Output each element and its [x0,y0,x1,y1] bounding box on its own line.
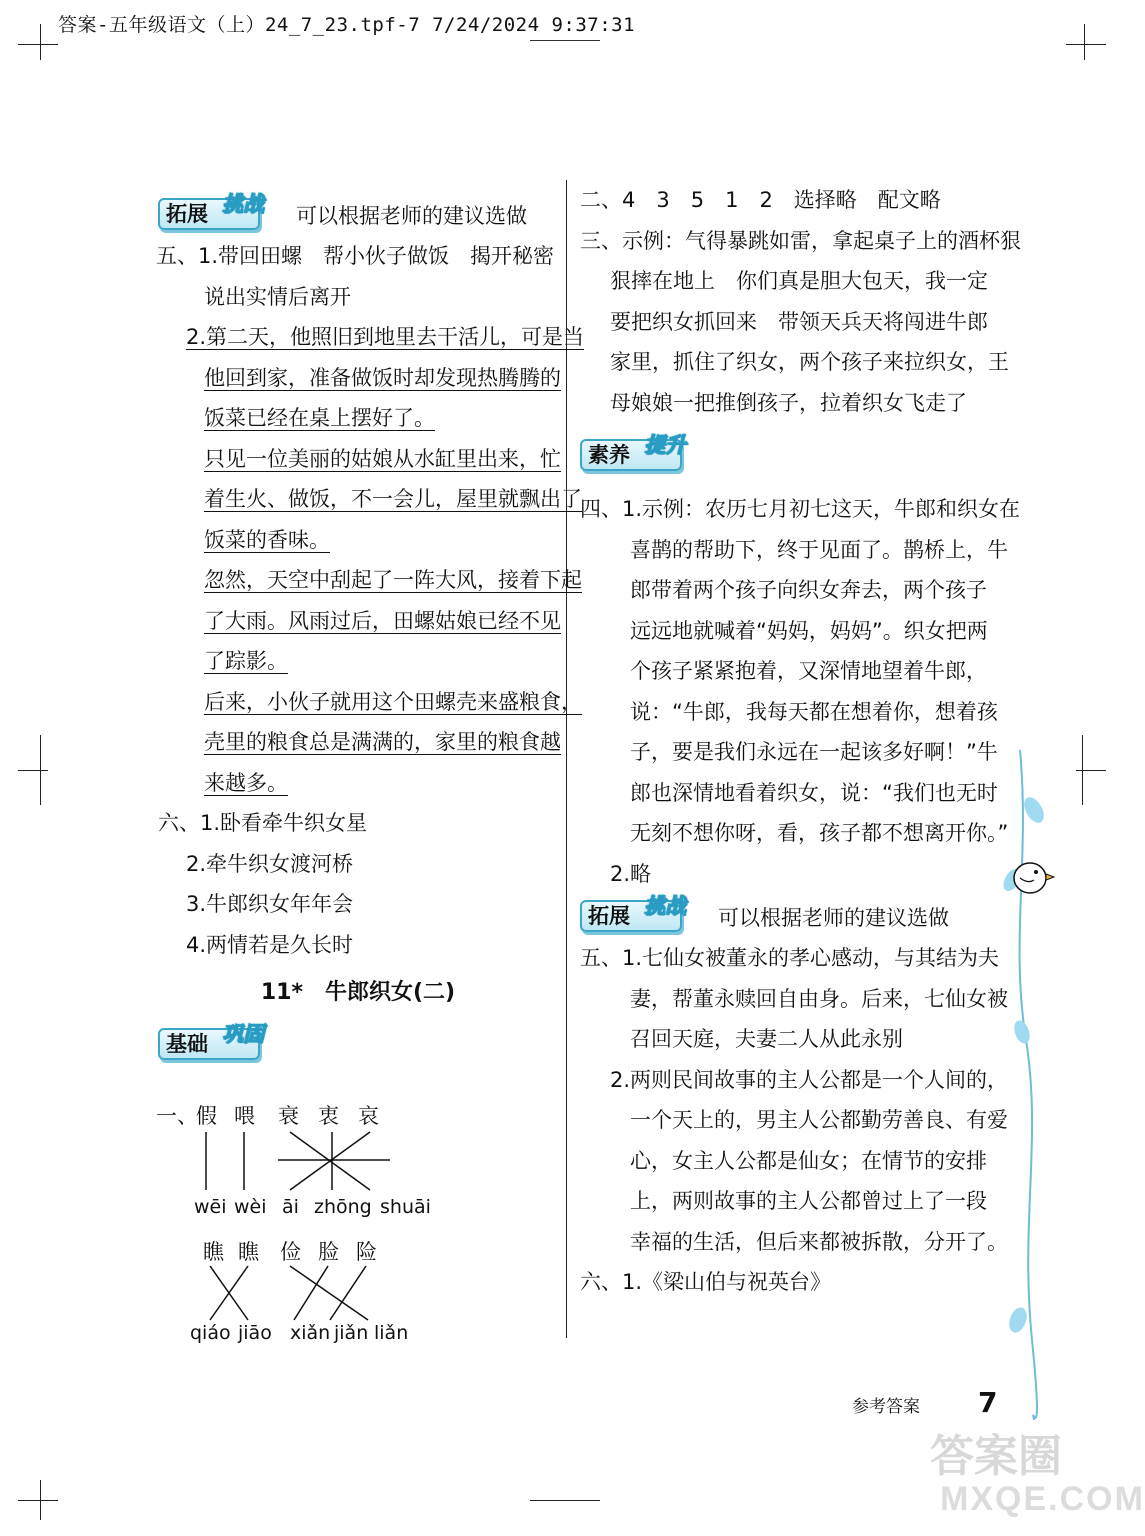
badge-sub: 提升 [644,432,686,457]
answer-line: 饭菜的香味。 [204,527,330,552]
crop-mark [40,1480,41,1520]
match-pinyin: wēi [194,1196,227,1218]
badge-sub: 挑战 [222,191,264,216]
answer-line: 壳里的粮食总是满满的，家里的粮食越 [204,730,561,754]
answer-line: 母娘娘一把推倒孩子，拉着织女飞走了 [610,390,967,415]
answer-line: 六、1.《梁山伯与祝英台》 [580,1270,832,1294]
answer-line: 后来，小伙子就用这个田螺壳来盛粮食， [204,689,582,714]
section-badge-tuozhan [158,192,558,236]
match-char: 险 [356,1240,377,1264]
answer-line: 饭菜已经在桌上摆好了。 [204,406,435,430]
right-column [580,180,1021,1303]
section-badge-jichu [158,1014,558,1074]
section-badge-suyang [580,423,990,489]
match-char: 瞧 [238,1240,259,1264]
answer-line: 了大雨。风雨过后，田螺姑娘已经不见 [204,608,561,633]
badge [580,893,708,930]
crop-mark [18,1500,58,1501]
answer-line: 远远地就喊着“妈妈，妈妈”。织女把两 [630,618,988,643]
answer-line: 3.牛郎织女年年会 [186,892,354,916]
decorative-vine [990,740,1070,1430]
answer-line: 他回到家，准备做饭时却发现热腾腾的 [204,365,561,390]
answer-line: 要把织女抓回来 带领天兵天将闯进牛郎 [610,309,988,334]
crop-mark [40,735,41,805]
badge-note: 可以根据老师的建议选做 [296,204,527,228]
answer-line: 家里，抓住了织女，两个孩子来拉织女，王 [610,350,1009,374]
answer-line: 子，要是我们永远在一起该多好啊！”牛 [630,740,998,764]
badge-main: 素养 [580,439,682,471]
match-pinyin: jiāo [238,1322,272,1344]
answer-line: 妻，帮董永赎回自由身。后来，七仙女被 [630,986,1008,1011]
answer-line: 说出实情后离开 [204,284,351,309]
match-char: 喂 [234,1104,255,1128]
answer-line: 2.两则民间故事的主人公都是一个人间的， [610,1067,1009,1092]
answer-line: 一个天上的，男主人公都勤劳善良、有爱 [630,1108,1008,1132]
match-pinyin: wèi [234,1196,267,1218]
match-char: 脸 [318,1240,339,1264]
watermark-url: MXQE.COM [940,1480,1145,1518]
answer-line: 五、1.带回田螺 帮小伙子做饭 揭开秘密 [156,244,555,268]
badge-main: 拓展 [580,900,682,932]
match-pinyin: āi [282,1196,299,1218]
answer-line: 说：“牛郎，我每天都在想着你，想着孩 [630,699,998,724]
crop-mark [1076,770,1106,771]
crop-mark [1082,735,1083,805]
watermark: 答案圈 [930,1432,1062,1481]
answer-line: 四、1.示例：农历七月初七这天，牛郎和织女在 [580,497,1021,521]
section-badge-tuozhan-2 [580,894,990,938]
match-char: 假 [196,1104,217,1128]
match-lines-2 [190,1262,410,1324]
answer-line: 心，女主人公都是仙女；在情节的安排 [630,1148,987,1173]
badge [580,432,708,469]
answer-line: 五、1.七仙女被董永的孝心感动，与其结为夫 [580,946,1000,970]
match-char: 哀 [358,1104,379,1128]
crop-mark [1066,44,1106,45]
answer-line: 2.牵牛织女渡河桥 [186,851,354,876]
badge-sub: 巩固 [222,1020,264,1046]
answer-line: 4.两情若是久长时 [186,932,354,957]
answer-line: 只见一位美丽的姑娘从水缸里出来，忙 [204,446,561,471]
crop-mark [530,1500,600,1501]
crop-mark [40,24,41,60]
answer-line: 了踪影。 [204,649,288,673]
match-char: 衷 [318,1104,339,1128]
match-char: 俭 [280,1240,301,1264]
left-column [156,191,585,1074]
answer-line: 郎带着两个孩子向织女奔去，两个孩子 [630,578,987,602]
badge-main: 基础 [158,1028,260,1060]
badge [158,191,286,228]
match-pinyin: qiáo [190,1322,231,1344]
footer-label: 参考答案 [852,1397,920,1417]
match-pinyin: liǎn [374,1322,409,1344]
answer-line: 狠摔在地上 你们真是胆大包天，我一定 [610,269,988,293]
answer-line: 忽然，天空中刮起了一阵大风，接着下起 [204,568,582,592]
match-lines-1 [150,1128,450,1198]
file-header: 答案-五年级语文（上）24_7_23.tpf-7 7/24/2024 9:37:31 [58,14,636,36]
page-number: 7 [978,1386,998,1419]
match-char: 衰 [278,1104,299,1128]
answer-line: 幸福的生活，但后来都被拆散，分开了。 [630,1229,1008,1254]
badge-sub: 挑战 [644,893,686,918]
answer-line: 个孩子紧紧抱着，又深情地望着牛郎， [630,659,987,683]
badge-note: 可以根据老师的建议选做 [718,906,949,930]
answer-line: 六、1.卧看牵牛织女星 [158,811,368,835]
header-rule [530,40,600,41]
answer-line: 2.第二天，他照旧到地里去干活儿，可是当 [186,325,585,349]
crop-mark [18,770,48,771]
answer-line: 来越多。 [204,770,288,795]
crop-mark [1084,24,1085,60]
answer-line: 2.略 [610,861,652,886]
answer-line: 三、示例：气得暴跳如雷，拿起桌子上的酒杯狠 [580,228,1021,253]
question-label: 一、 [156,1104,198,1128]
match-char: 瞧 [203,1240,224,1264]
lesson-title: 11* 牛郎织女(二) [260,980,456,1005]
answer-line: 二、4 3 5 1 2 选择略 配文略 [580,188,941,212]
badge [158,1020,286,1058]
answer-line: 召回天庭，夫妻二人从此永别 [630,1027,903,1051]
bird-icon [1006,850,1056,900]
match-pinyin: zhōng [314,1196,372,1218]
answer-line: 喜鹊的帮助下，终于见面了。鹊桥上，牛 [630,537,1008,562]
answer-line: 无刻不想你呀，看，孩子都不想离开你。” [630,821,1009,845]
answer-line: 郎也深情地看着织女，说：“我们也无时 [630,780,998,805]
match-pinyin: xiǎn [290,1322,331,1344]
answer-line: 着生火、做饭，不一会儿，屋里就飘出了 [204,487,582,511]
match-pinyin: jiǎn [334,1322,369,1344]
badge-main: 拓展 [158,198,260,230]
answer-line: 上，两则故事的主人公都曾过上了一段 [630,1189,987,1213]
match-pinyin: shuāi [380,1196,431,1218]
crop-mark [18,44,58,45]
